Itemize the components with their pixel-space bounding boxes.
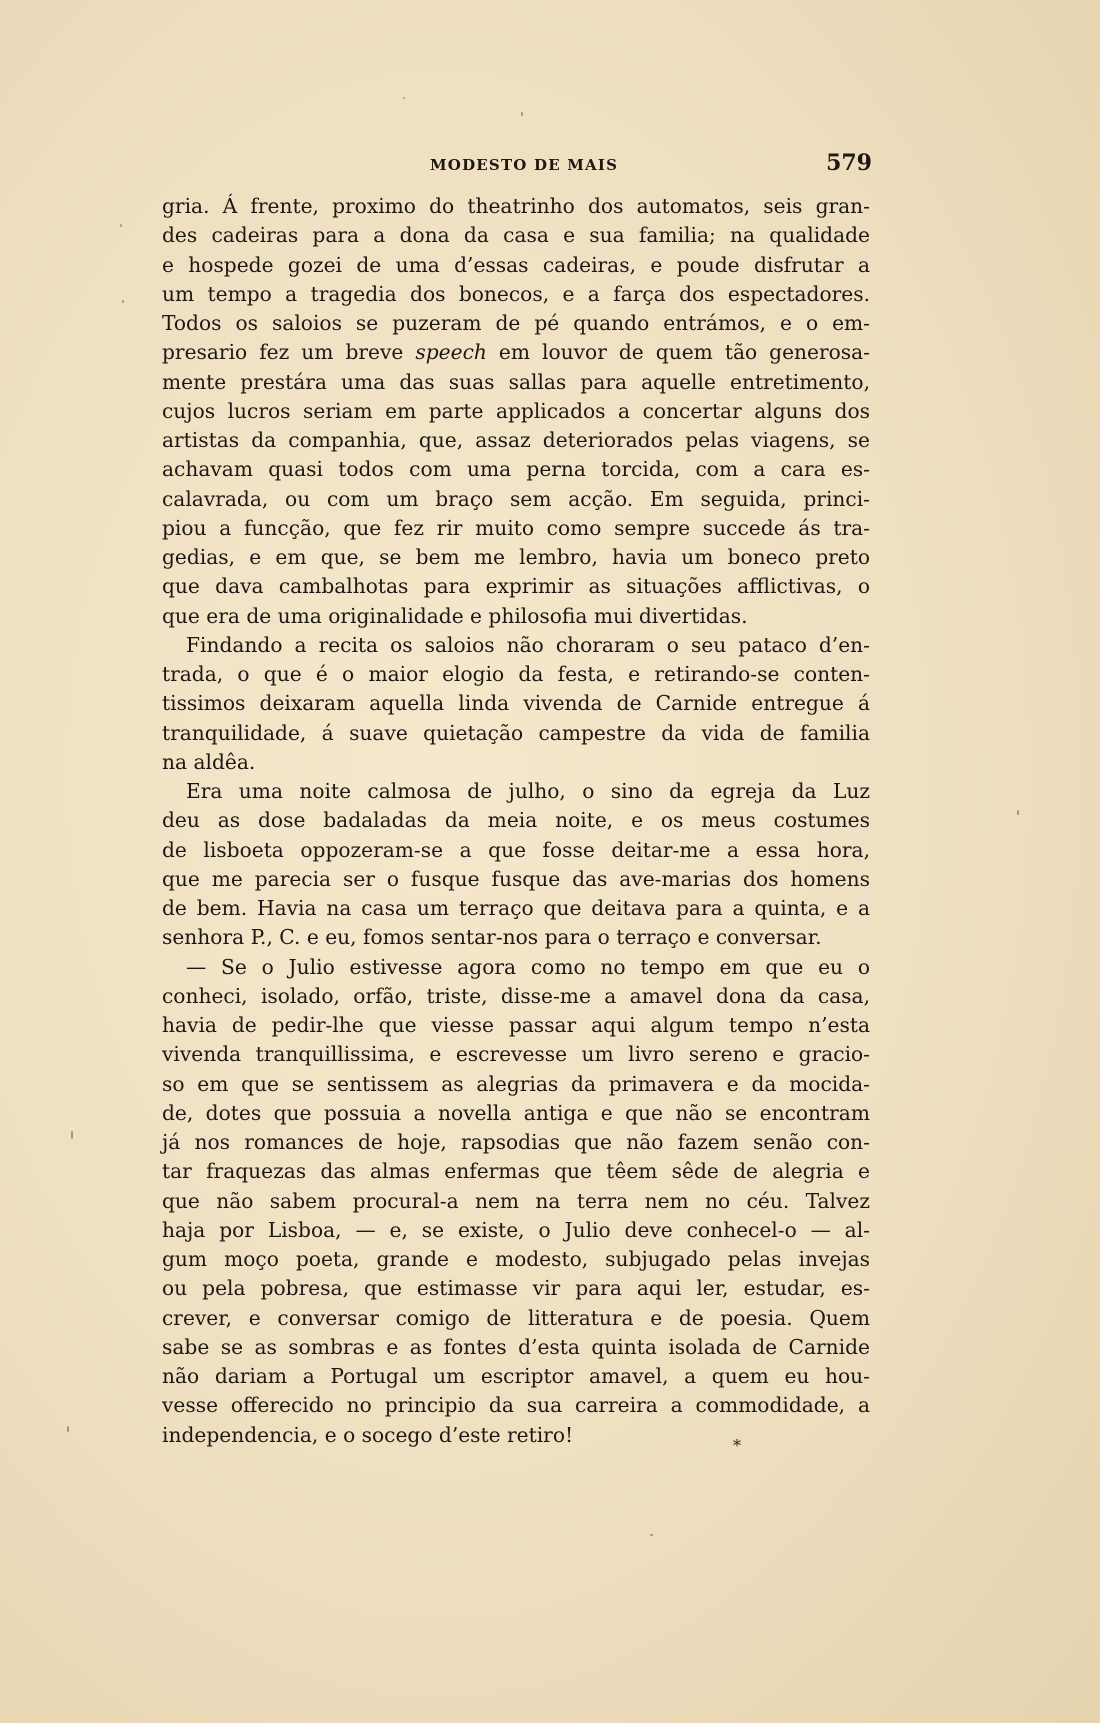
text-line: crever, e conversar comigo de litteratura e de poesia. Quem (162, 1305, 870, 1330)
page-body (162, 192, 870, 1450)
paper-speck (71, 1131, 73, 1139)
text-line: piou a funcção, que fez rir muito como sempre succede ás tra- (162, 515, 870, 540)
text-line: tissimos deixaram aquella linda vivenda de Carnide entregue á (162, 691, 870, 716)
text-line: so em que se sentissem as alegrias da primavera e da mocida- (162, 1071, 870, 1096)
text-line: presario fez um breve speech em louvor de quem tão generosa- (162, 340, 871, 365)
paper-speck (1017, 810, 1019, 815)
text-line: achavam quasi todos com uma perna torcida, com a cara es- (162, 457, 870, 482)
italic-word: speech (415, 340, 487, 365)
text-line: ou pela pobresa, que estimasse vir para aqui ler, estudar, es- (162, 1276, 870, 1301)
text-line: não dariam a Portugal um escriptor amavel, a quem eu hou- (162, 1364, 870, 1388)
text-line: independencia, e o socego d’este retiro! (162, 1422, 574, 1447)
text-line: senhora P., C. e eu, fomos sentar-nos para o terraço e conversar. (162, 925, 822, 950)
running-title: MODESTO DE MAIS (430, 156, 619, 174)
text-line: Todos os saloios se puzeram de pé quando entrámos, e o em- (162, 311, 870, 335)
text-line: haja por Lisboa, — e, se existe, o Julio deve conhecel-o — al- (162, 1217, 870, 1242)
text-line: de bem. Havia na casa um terraço que deitava para a quinta, e a (162, 896, 870, 920)
text-line: e hospede gozei de uma d’essas cadeiras, e poude disfrutar a (162, 252, 870, 277)
text-line: tranquilidade, á suave quietação campestre da vida de familia (162, 720, 870, 745)
text-line: deu as dose badaladas da meia noite, e os meus costumes (162, 808, 870, 833)
text-line: tar fraquezas das almas enfermas que têem sêde de alegria e (162, 1159, 870, 1184)
text-line: que dava cambalhotas para exprimir as situações afflictivas, o (162, 574, 870, 599)
text-line: vivenda tranquillissima, e escrevesse um livro sereno e gracio- (162, 1042, 870, 1067)
paper-speck (122, 300, 124, 303)
text-line: calavrada, ou com um braço sem acção. Em seguida, princi- (162, 486, 870, 511)
text-line: — Se o Julio estivesse agora como no tempo em que eu o (186, 954, 870, 979)
text-line: vesse offerecido no principio da sua carreira a commodidade, a (162, 1393, 870, 1418)
text-line: que era de uma originalidade e philosofia mui divertidas. (162, 603, 748, 628)
text-line: Findando a recita os saloios não choraram o seu pataco d’en- (186, 632, 870, 657)
text-line: de, dotes que possuia a novella antiga e que não se encontram (162, 1100, 870, 1125)
text-line: mente prestára uma das suas sallas para aquelle entretimento, (162, 369, 870, 394)
paper-speck (521, 112, 523, 116)
page-number: 579 (826, 150, 872, 176)
text-line: sabe se as sombras e as fontes d’esta quinta isolada de Carnide (162, 1334, 870, 1359)
text-line: conheci, isolado, orfão, triste, disse-me a amavel dona da casa, (162, 983, 870, 1008)
paper-speck (67, 1426, 69, 1432)
text-line: gria. Á frente, proximo do theatrinho dos automatos, seis gran- (162, 194, 870, 218)
page-header (160, 150, 872, 184)
text-line: gum moço poeta, grande e modesto, subjugado pelas invejas (162, 1247, 870, 1271)
paper-speck (403, 97, 405, 99)
text-line: já nos romances de hoje, rapsodias que não fazem senão con- (162, 1130, 870, 1154)
text-line: trada, o que é o maior elogio da festa, e retirando-se conten- (162, 662, 870, 686)
text-line: des cadeiras para a dona da casa e sua familia; na qualidade (162, 223, 870, 248)
text-line: de lisboeta oppozeram-se a que fosse deitar-me a essa hora, (162, 837, 870, 862)
text-line: que me parecia ser o fusque fusque das ave-marias dos homens (162, 866, 870, 891)
end-asterisk: * (733, 1436, 741, 1455)
paper-speck (120, 224, 122, 227)
paper-speck (650, 1534, 653, 1536)
text-line: cujos lucros seriam em parte applicados a concertar alguns dos (162, 398, 870, 423)
text-line: gedias, e em que, se bem me lembro, havia um boneco preto (162, 545, 870, 569)
text-line: havia de pedir-lhe que viesse passar aqui algum tempo n’esta (162, 1013, 870, 1037)
text-line: um tempo a tragedia dos bonecos, e a farça dos espectadores. (162, 281, 870, 306)
text-line: Era uma noite calmosa de julho, o sino da egreja da Luz (186, 779, 870, 803)
text-line: na aldêa. (162, 749, 256, 774)
text-line: que não sabem procural-a nem na terra nem no céu. Talvez (162, 1188, 870, 1213)
text-line: artistas da companhia, que, assaz deteriorados pelas viagens, se (162, 428, 870, 452)
